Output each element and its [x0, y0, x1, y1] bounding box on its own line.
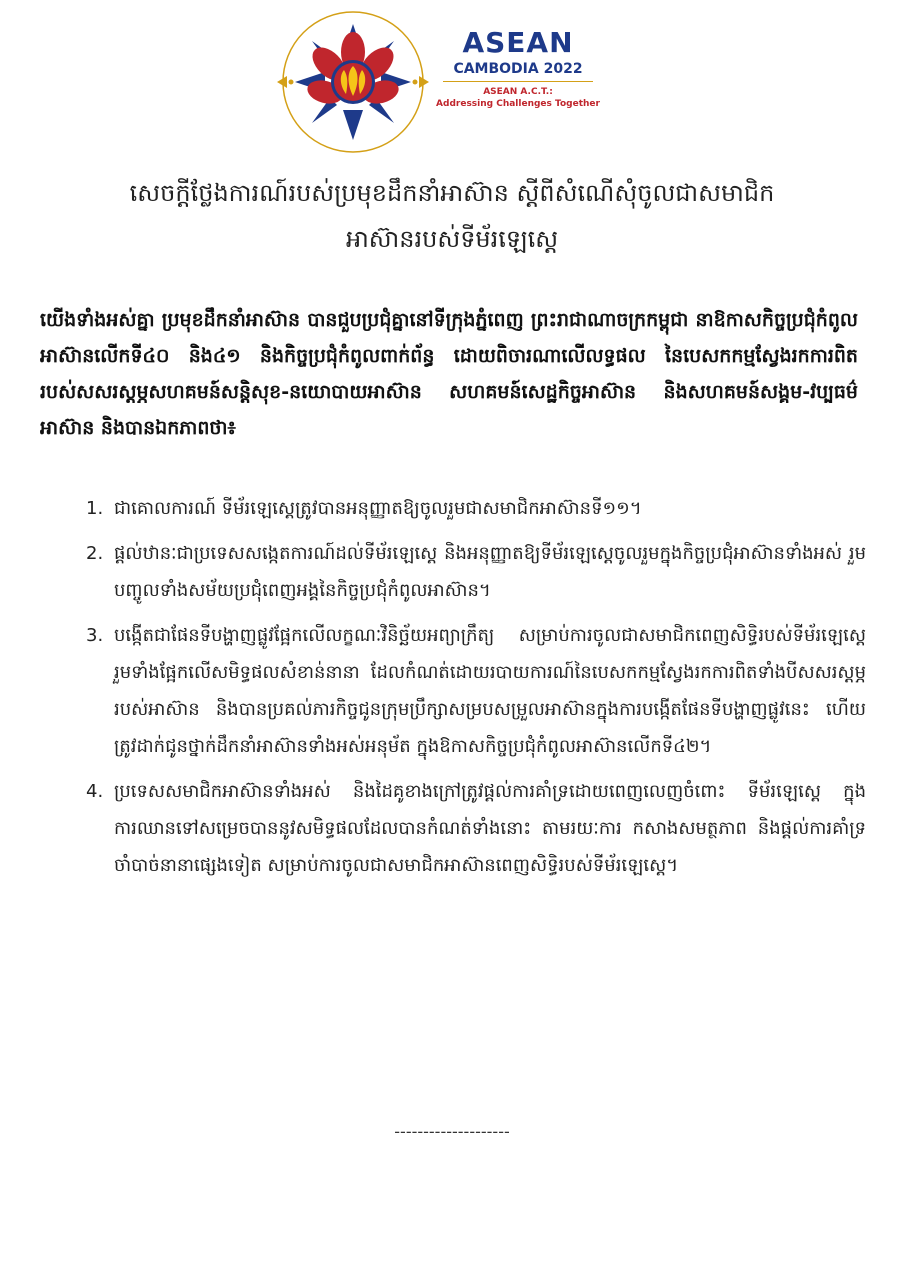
intro-paragraph: យើងទាំងអស់គ្នា ប្រមុខដឹកនាំអាស៊ាន បានជួបប្រជុំគ្នានៅទីក្រុងភ្នំពេញ ព្រះរាជាណាចក្រកម្ពុជា នាឱកាសកិច្ចប្រជុំកំពូលអាស៊ានលើកទី៤០ និង៤១ និងកិច្ចប្រជុំកំពូលពាក់ព័ន្ធ ដោយពិចារណាលើលទ្ធផល នៃបេសកកម្មស្វែងរកការពិតរបស់សសរស្តម្ភសហគមន៍សន្តិសុខ-នយោបាយអាស៊ាន សហគមន៍សេដ្ឋកិច្ចអាស៊ាន និងសហគមន៍សង្គម-វប្បធម៌អាស៊ាន និងបានឯកភាពថា៖: [40, 309, 858, 439]
point-number: 3.: [86, 625, 104, 646]
agreement-points-list: [86, 490, 866, 892]
point-text: ផ្តល់ឋានៈជាប្រទេសសង្កេតការណ៍ដល់ទីម័រឡេស្តេ និងអនុញ្ញាតឱ្យទីម័រឡេស្តេចូលរួមក្នុងកិច្ចប្រជុំអាស៊ានទាំងអស់ រួមបញ្ចូលទាំងសម័យប្រជុំពេញអង្គនៃកិច្ចប្រជុំកំពូលអាស៊ាន។: [114, 543, 866, 601]
brand-divider: [443, 81, 593, 82]
brand-tagline: Addressing Challenges Together: [436, 99, 600, 109]
brand-subtitle: CAMBODIA 2022: [453, 61, 583, 77]
list-item: [86, 773, 866, 884]
title-line-1: សេចក្តីថ្លែងការណ៍របស់ប្រមុខដឹកនាំអាស៊ាន ស្តីពីសំណើសុំចូលជាសមាជិក: [129, 179, 775, 207]
brand-name: ASEAN: [462, 26, 574, 59]
point-number: 1.: [86, 498, 104, 519]
statement-title: [40, 170, 864, 262]
point-number: 4.: [86, 781, 104, 802]
point-number: 2.: [86, 543, 104, 564]
point-text: ប្រទេសសមាជិកអាស៊ានទាំងអស់ និងដៃគូខាងក្រៅត្រូវផ្តល់ការគាំទ្រដោយពេញលេញចំពោះ ទីម័រឡេស្តេ ក្នុងការឈានទៅសម្រេចបាននូវសមិទ្ធផលដែលបានកំណត់ទាំងនោះ តាមរយៈការ កសាងសមត្ថភាព និងផ្តល់ការគាំទ្រចាំបាច់នានាផ្សេងទៀត សម្រាប់ការចូលជាសមាជិកអាស៊ានពេញសិទ្ធិរបស់ទីម័រឡេស្តេ។: [114, 781, 866, 876]
list-item: [86, 617, 866, 765]
document-header: [0, 0, 904, 165]
end-separator: --------------------: [394, 1122, 510, 1141]
list-item: [86, 535, 866, 609]
act-label: ASEAN A.C.T.:: [483, 87, 553, 97]
title-line-2: អាស៊ានរបស់ទីម័រឡេស្តេ: [345, 225, 559, 253]
point-text: ជាគោលការណ៍ ទីម័រឡេស្តេត្រូវបានអនុញ្ញាតឱ្យចូលរួមជាសមាជិកអាស៊ានទី១១។: [114, 498, 642, 519]
point-text: បង្កើតជាផែនទីបង្ហាញផ្លូវផ្អែកលើលក្ខណៈវិនិច្ឆ័យអព្យាក្រឹត្យ សម្រាប់ការចូលជាសមាជិកពេញសិទ្ធិរបស់ទីម័រឡេស្តេ រួមទាំងផ្អែកលើសមិទ្ធផលសំខាន់នានា ដែលកំណត់ដោយរបាយការណ៍នៃបេសកកម្មស្វែងរកការពិតទាំងបីសសរស្តម្ភរបស់អាស៊ាន និងបានប្រគល់ភារកិច្ចជូនក្រុមប្រឹក្សាសម្របសម្រួលអាស៊ានក្នុងការបង្កើតផែនទីបង្ហាញផ្លូវនេះ ហើយត្រូវដាក់ជូនថ្នាក់ដឹកនាំអាស៊ានទាំងអស់អនុម័ត ក្នុងឱកាសកិច្ចប្រជុំកំពូលអាស៊ានលើកទី៤២។: [114, 625, 866, 757]
asean-cambodia-brand: [428, 28, 608, 110]
asean-lotus-emblem-icon: [273, 2, 433, 162]
list-item: [86, 490, 866, 527]
